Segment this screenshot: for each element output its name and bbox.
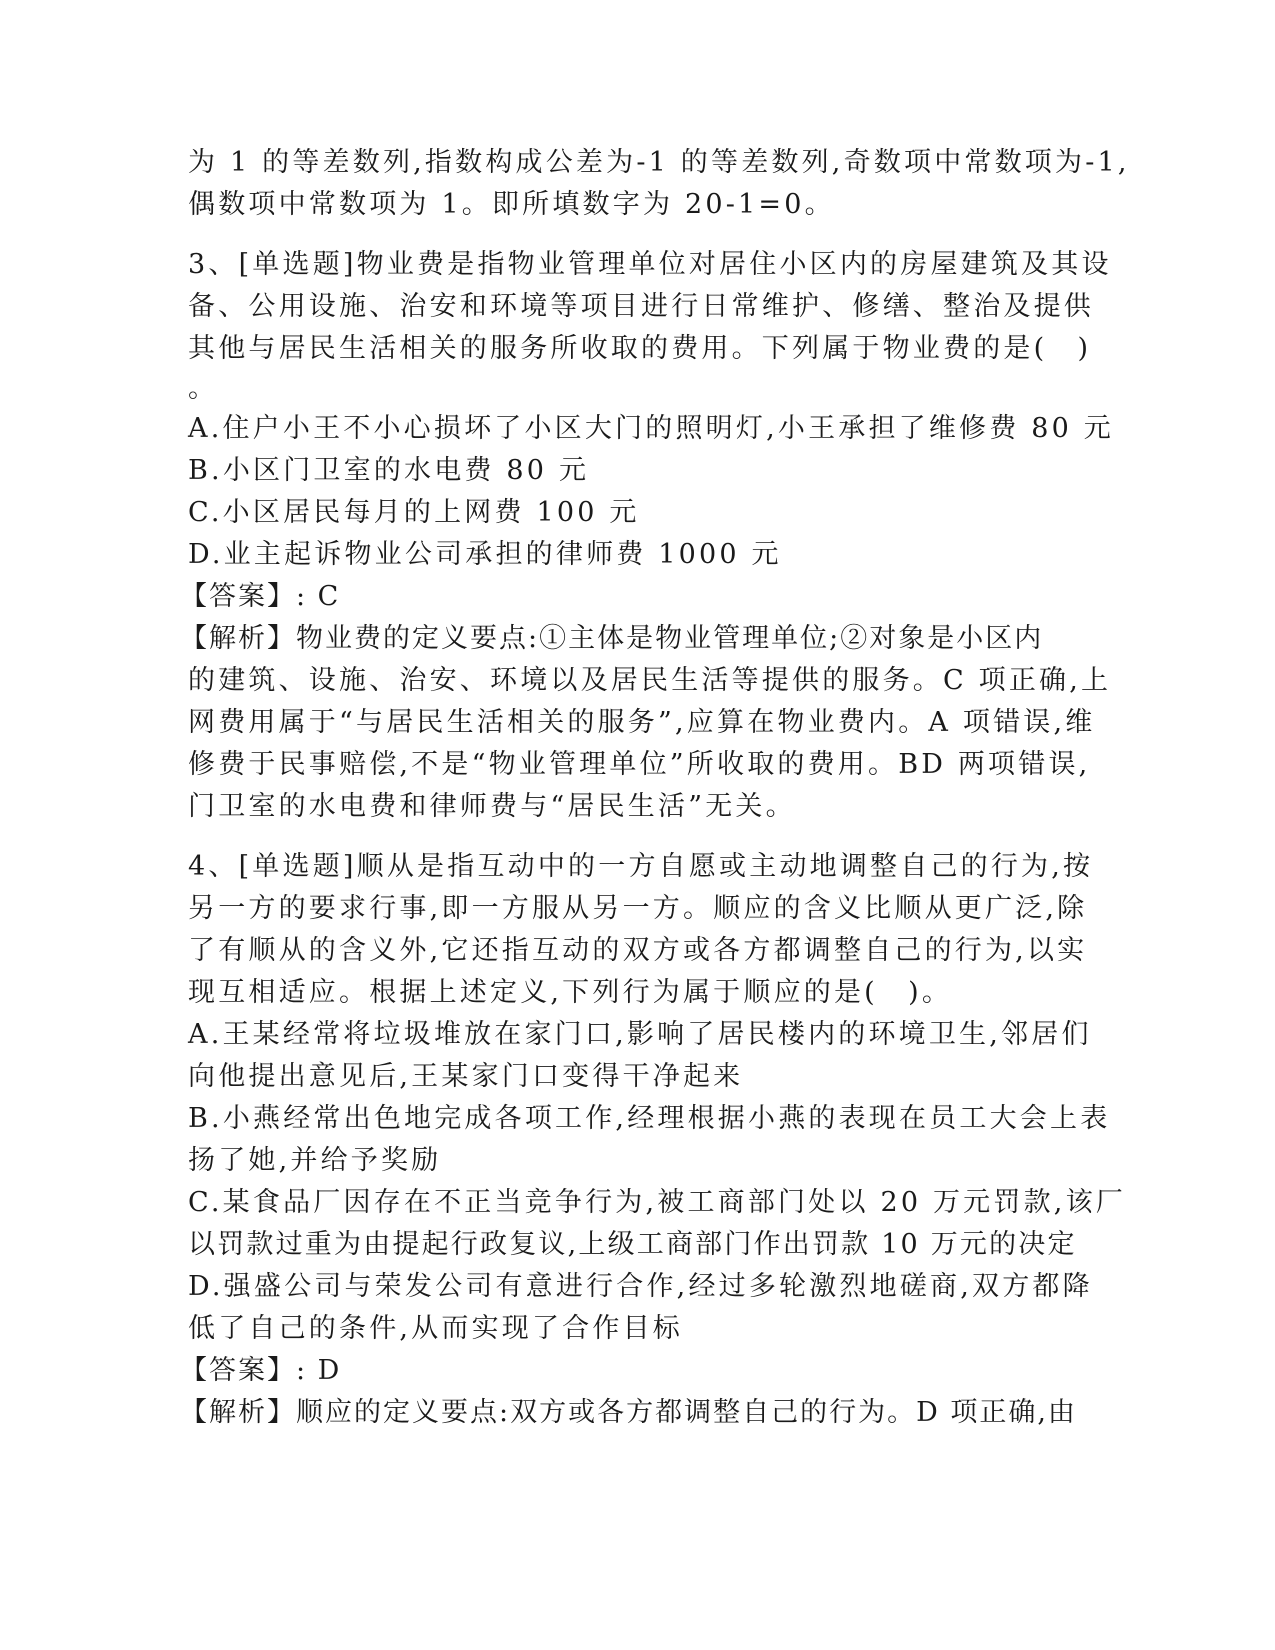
option-a: A.王某经常将垃圾堆放在家门口,影响了居民楼内的环境卫生,邻居们 [188,1019,1092,1050]
text-line: 修费于民事赔偿,不是“物业管理单位”所收取的费用。BD 两项错误, [188,749,1091,780]
option-c: C.小区居民每月的上网费 100 元 [188,497,640,528]
option-c: C.某食品厂因存在不正当竞争行为,被工商部门处以 20 万元罚款,该厂 [188,1187,1126,1218]
question-4-stem: 4、[单选题]顺从是指互动中的一方自愿或主动地调整自己的行为,按 [188,851,1094,882]
text-line: 门卫室的水电费和律师费与“居民生活”无关。 [188,791,796,822]
text-line: 其他与居民生活相关的服务所收取的费用。下列属于物业费的是( ) [188,333,1092,364]
answer-label: 【答案】: C [180,581,341,612]
text-line: 以罚款过重为由提起行政复议,上级工商部门作出罚款 10 万元的决定 [188,1229,1077,1260]
text-line: 了有顺从的含义外,它还指互动的双方或各方都调整自己的行为,以实 [188,935,1088,966]
option-b: B.小燕经常出色地完成各项工作,经理根据小燕的表现在员工大会上表 [188,1103,1111,1134]
text-line: 。 [188,373,219,404]
option-d: D.业主起诉物业公司承担的律师费 1000 元 [188,539,782,570]
analysis-text: 【解析】顺应的定义要点:双方或各方都调整自己的行为。D 项正确,由 [180,1397,1077,1428]
text-line: 向他提出意见后,王某家门口变得干净起来 [188,1061,744,1092]
text-line: 为 1 的等差数列,指数构成公差为-1 的等差数列,奇数项中常数项为-1, [188,147,1130,178]
question-3-stem: 3、[单选题]物业费是指物业管理单位对居住小区内的房屋建筑及其设 [188,249,1112,280]
text-line: 网费用属于“与居民生活相关的服务”,应算在物业费内。A 项错误,维 [188,707,1096,738]
text-line: 现互相适应。根据上述定义,下列行为属于顺应的是( )。 [188,977,953,1008]
text-line: 备、公用设施、治安和环境等项目进行日常维护、修缮、整治及提供 [188,291,1094,322]
option-a: A.住户小王不小心损坏了小区大门的照明灯,小王承担了维修费 80 元 [188,413,1114,444]
text-line: 低了自己的条件,从而实现了合作目标 [188,1313,683,1344]
text-line: 扬了她,并给予奖励 [188,1145,442,1176]
analysis-text: 【解析】物业费的定义要点:①主体是物业管理单位;②对象是小区内 [180,623,1044,654]
answer-label: 【答案】: D [180,1355,342,1386]
option-d: D.强盛公司与荣发公司有意进行合作,经过多轮激烈地磋商,双方都降 [188,1271,1093,1302]
option-b: B.小区门卫室的水电费 80 元 [188,455,590,486]
text-line: 偶数项中常数项为 1。即所填数字为 20-1=0。 [188,189,835,220]
text-line: 的建筑、设施、治安、环境以及居民生活等提供的服务。C 项正确,上 [188,665,1112,696]
text-line: 另一方的要求行事,即一方服从另一方。顺应的含义比顺从更广泛,除 [188,893,1088,924]
